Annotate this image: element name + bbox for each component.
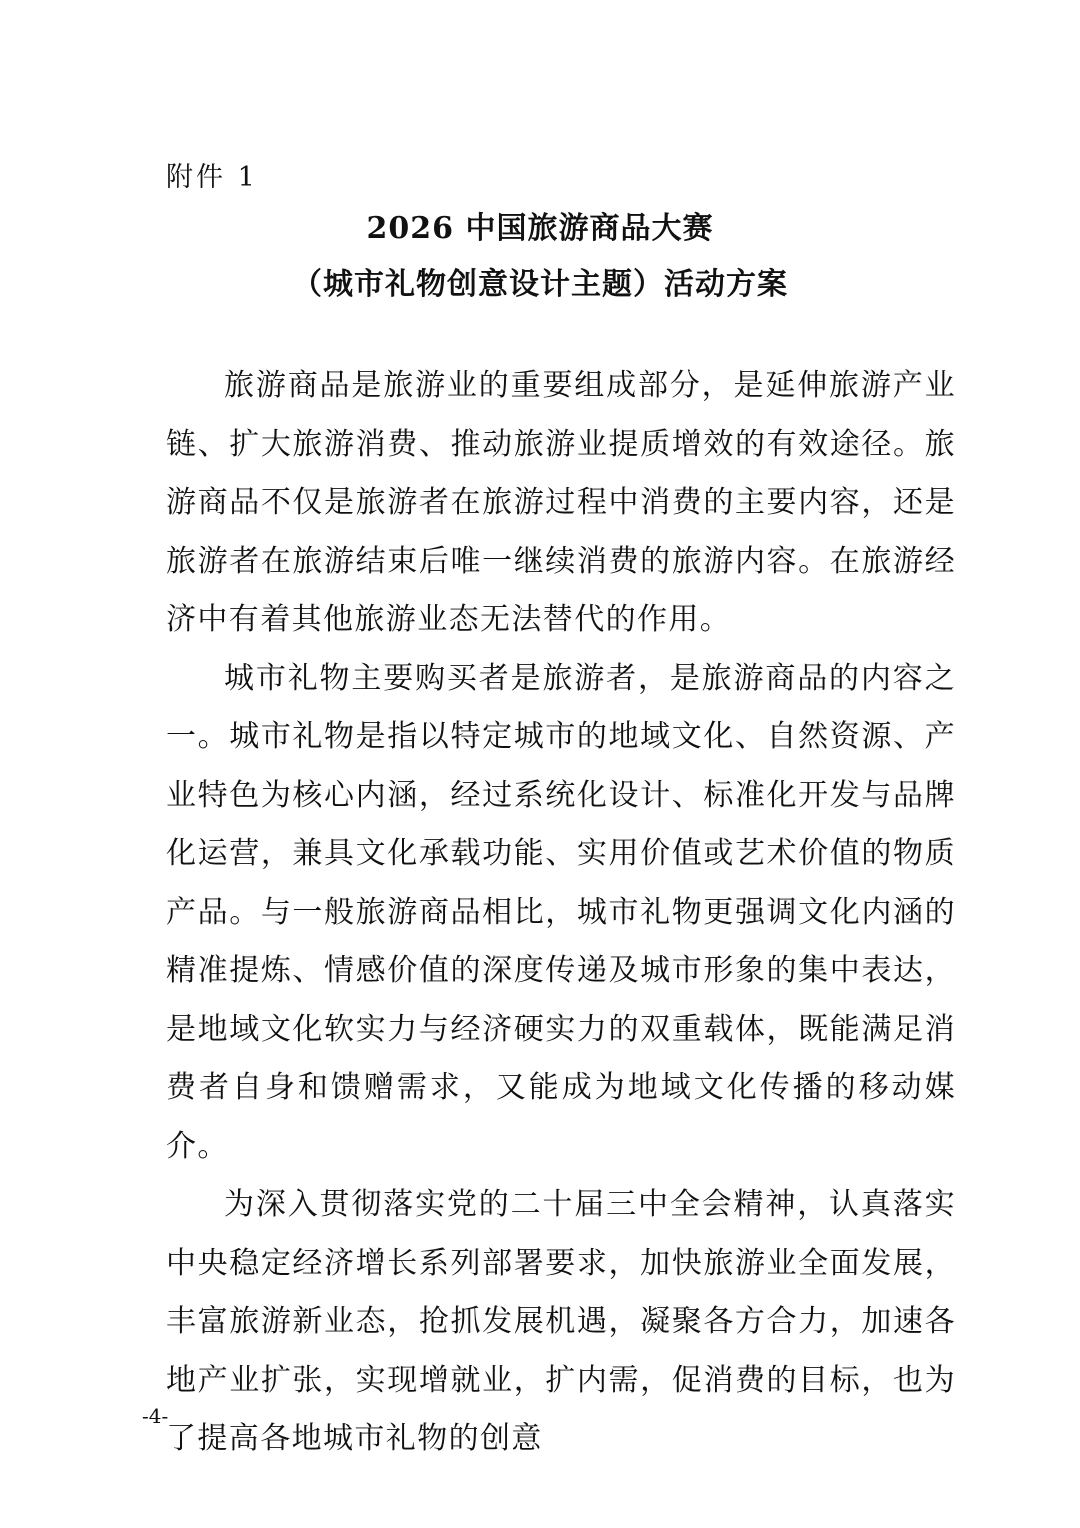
page-number: -4- (142, 1404, 169, 1428)
attachment-label: 附件 1 (166, 162, 258, 193)
paragraph-3: 为深入贯彻落实党的二十届三中全会精神，认真落实中央稳定经济增长系列部署要求，加快旅游业全面发展，丰富旅游新业态，抢抓发展机遇，凝聚各方合力，加速各地产业扩张，实现增就业，扩内需，促消费的目标，也为了提高各地城市礼物的创意 (166, 1187, 956, 1456)
document-body (166, 357, 956, 1469)
paragraph-2: 城市礼物主要购买者是旅游者，是旅游商品的内容之一。城市礼物是指以特定城市的地域文化、自然资源、产业特色为核心内涵，经过系统化设计、标准化开发与品牌化运营，兼具文化承载功能、实用价值或艺术价值的物质产品。与一般旅游商品相比，城市礼物更强调文化内涵的精准提炼、情感价值的深度传递及城市形象的集中表达，是地域文化软实力与经济硬实力的双重载体，既能满足消费者自身和馈赠需求，又能成为地域文化传播的移动媒介。 (166, 660, 956, 1164)
document-title-line1: 2026 中国旅游商品大赛 (366, 211, 714, 246)
document-title-line2: （城市礼物创意设计主题）活动方案 (292, 267, 788, 302)
paragraph-1: 旅游商品是旅游业的重要组成部分，是延伸旅游产业链、扩大旅游消费、推动旅游业提质增效的有效途径。旅游商品不仅是旅游者在旅游过程中消费的主要内容，还是旅游者在旅游结束后唯一继续消费的旅游内容。在旅游经济中有着其他旅游业态无法替代的作用。 (166, 368, 956, 637)
